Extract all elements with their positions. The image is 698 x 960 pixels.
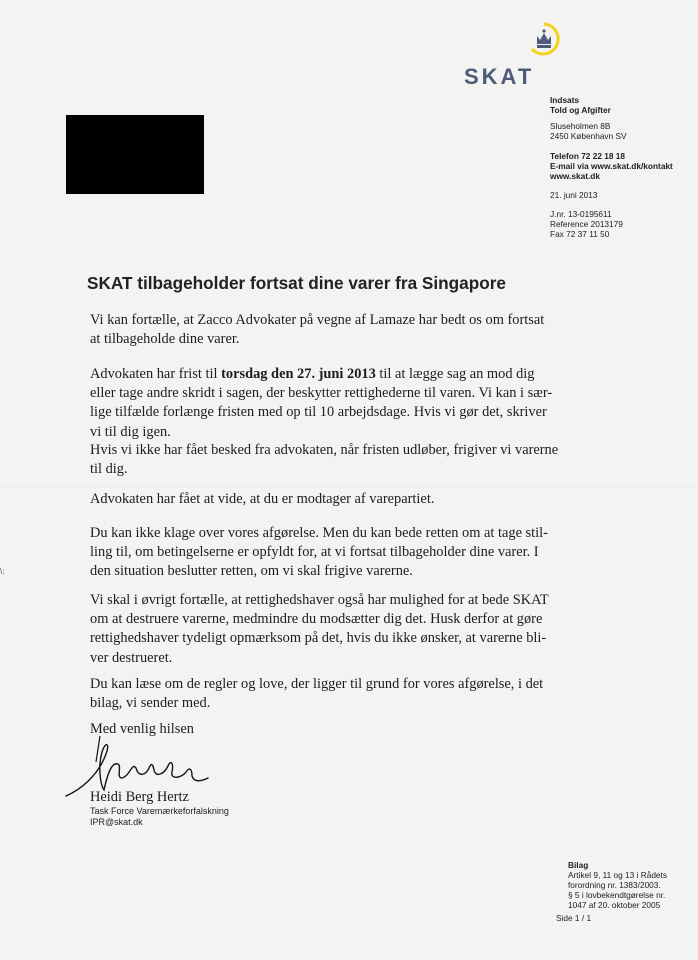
fax: Fax 72 37 11 50 xyxy=(550,229,610,239)
crown-sun-icon xyxy=(528,22,560,56)
text-line: Hvis vi ikke har fået besked fra advokaten, når fristen udløber, frigiver vi varerne xyxy=(90,442,559,458)
paragraph-5 xyxy=(90,524,560,582)
text-line: bilag, vi sender med. xyxy=(90,695,211,712)
signatory-name: Heidi Berg Hertz xyxy=(90,789,189,805)
text-line: Du kan ikke klage over vores afgørelse. Men du kan bede retten om at tage stil- xyxy=(90,525,548,541)
paragraph-4 xyxy=(90,490,560,509)
paragraph-6 xyxy=(90,591,560,668)
unit-line-1: Indsats xyxy=(550,95,580,105)
page-number: Side 1 / 1 xyxy=(556,913,592,923)
text-line: eller tage andre skridt i sagen, der beskytter rettighederne til varen. Vi kan i sær- xyxy=(90,385,553,402)
signatory-email: IPR@skat.dk xyxy=(90,816,143,827)
phone: Telefon 72 22 18 18 xyxy=(550,151,626,161)
text-line: Vi skal i øvrigt fortælle, at rettighedshaver også har mulighed for at bede SKAT xyxy=(90,592,549,608)
letter-headline: SKAT tilbageholder fortsat dine varer fra Singapore xyxy=(87,273,506,293)
text-line: at tilbageholde dine varer. xyxy=(90,331,240,348)
letter-date: 21. juni 2013 xyxy=(550,190,598,200)
journal-number: J.nr. 13-0195611 xyxy=(550,209,612,219)
text-line: rettighedshaver tydeligt opmærksom på det, hvis du ikke ønsker, at varerne bli- xyxy=(90,630,547,647)
sender-unit xyxy=(550,95,611,115)
sender-contact xyxy=(550,151,673,181)
text-line: Vi kan fortælle, at Zacco Advokater på vegne af Lamaze har bedt os om fortsat xyxy=(90,312,545,328)
paper-fold xyxy=(0,486,698,487)
signatory-details xyxy=(90,806,229,827)
skat-logo xyxy=(452,18,562,88)
attachment-line: § 5 i lovbekendtgørelse nr. xyxy=(568,890,666,900)
text-line: ver destrueret. xyxy=(90,649,173,666)
logo-wordmark: SKAT xyxy=(464,64,535,89)
attachment-block xyxy=(568,860,667,910)
redacted-recipient-address xyxy=(66,115,204,194)
reference: Reference 2013179 xyxy=(550,219,623,229)
text-line: til dig. xyxy=(90,461,128,478)
text-line: vi til dig igen. xyxy=(90,423,171,440)
text-span: Advokaten har frist til xyxy=(90,366,222,382)
website: www.skat.dk xyxy=(550,171,600,181)
paragraph-7 xyxy=(90,675,560,713)
attachment-line: forordning nr. 1383/2003. xyxy=(568,880,661,890)
paragraph-3 xyxy=(90,441,560,479)
sender-references xyxy=(550,209,623,239)
unit-line-2: Told og Afgifter xyxy=(550,105,611,115)
text-line: om at destruere varerne, medmindre du modsætter dig det. Husk derfor at gøre xyxy=(90,611,543,628)
attachment-title: Bilag xyxy=(568,860,589,870)
address-line-1: Sluseholmen 8B xyxy=(550,121,611,131)
text-line: lige tilfælde forlænge fristen med op til 10 arbejdsdage. Hvis vi gør det, skriver xyxy=(90,404,547,421)
text-line: Advokaten har fået at vide, at du er modtager af varepartiet. xyxy=(90,491,435,507)
deadline-date: torsdag den 27. juni 2013 xyxy=(221,366,376,382)
signatory-unit: Task Force Varemærkeforfalskning xyxy=(90,806,229,816)
text-line: ling til, om betingelserne er opfyldt for, at vi fortsat tilbageholder dine varer. I xyxy=(90,544,539,561)
text-line: den situation beslutter retten, om vi skal frigive varerne. xyxy=(90,563,413,580)
text-span: til at lægge sag an mod dig xyxy=(375,366,535,382)
text-line xyxy=(90,365,560,384)
attachment-line: 1047 af 20. oktober 2005 xyxy=(568,900,661,910)
closing-greeting: Med venlig hilsen xyxy=(90,721,194,737)
address-line-2: 2450 København SV xyxy=(550,131,627,141)
text-line: Du kan læse om de regler og love, der ligger til grund for vores afgørelse, i det xyxy=(90,676,544,692)
paragraph-1 xyxy=(90,311,560,349)
email: E-mail via www.skat.dk/kontakt xyxy=(550,161,673,171)
attachment-line: Artikel 9, 11 og 13 i Rådets xyxy=(568,870,668,880)
sender-address xyxy=(550,121,627,141)
edge-mark: \: xyxy=(0,567,5,576)
paragraph-2 xyxy=(90,365,560,442)
